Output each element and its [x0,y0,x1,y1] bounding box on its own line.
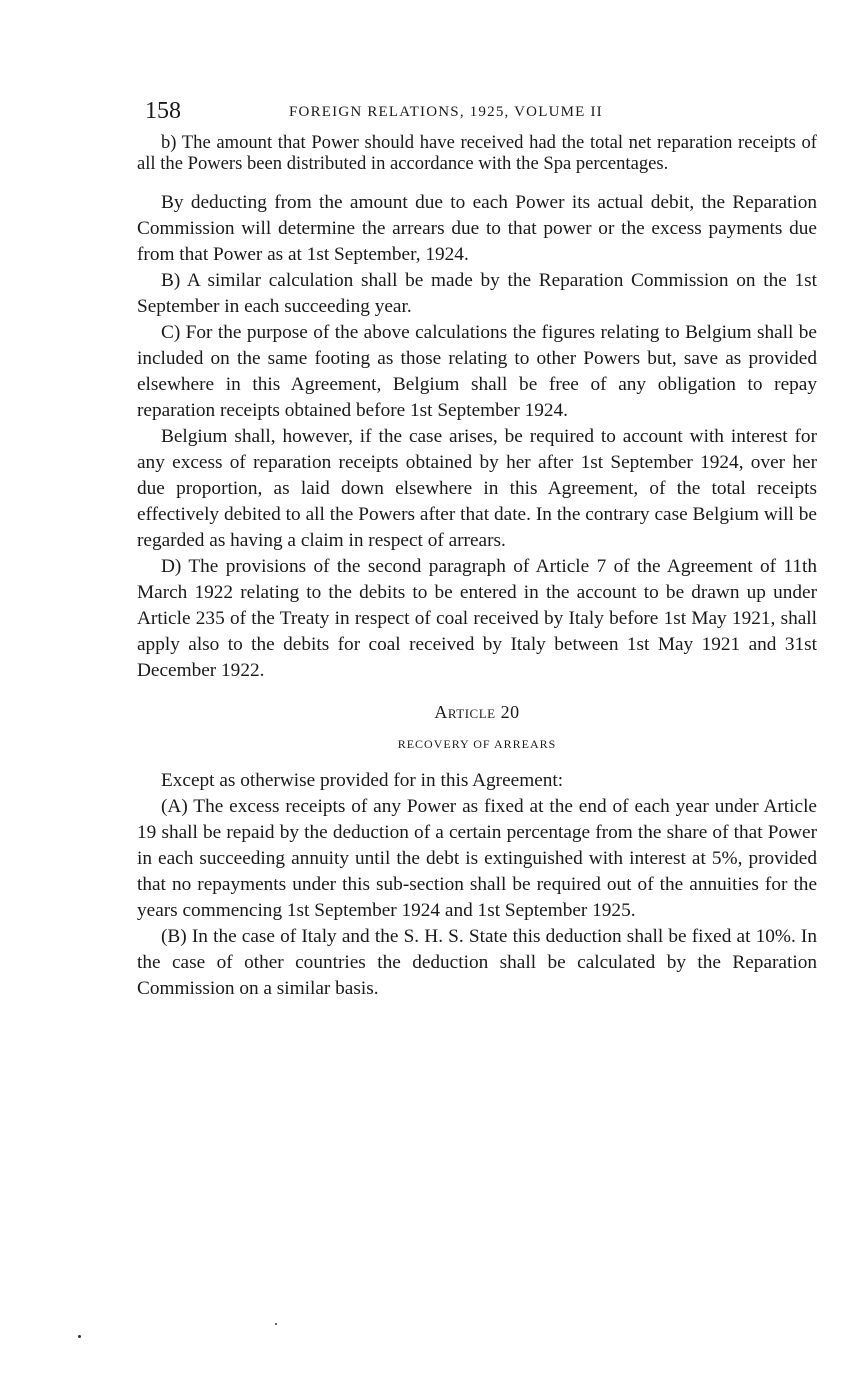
scan-speck [78,1335,81,1338]
paragraph-except: Except as otherwise provided for in this Agreement: [161,770,564,791]
paragraph-C-belgium: C) For the purpose of the above calculations the figures relating to Belgium shall be included on the same footing as those relating to other Powers but, save as provided elsewhere in this Agreement, Belgium shall be free of any obligation to repay reparation receipts obtained before 1st September 1924. [137,322,817,421]
paragraph-b-spa: b) The amount that Power should have received had the total net reparation receipts of all the Powers been distributed in accordance with the Spa percentages. [137,132,817,174]
paragraph-B-italy: (B) In the case of Italy and the S. H. S. State this deduction shall be fixed at 10%. In the case of other countries the deduction shall be calculated by the Reparation Commission on a similar basis. [137,926,817,999]
paragraph-D-coal: D) The provisions of the second paragraph of Article 7 of the Agreement of 11th March 1922 relating to the debits to be entered in the account to be drawn up under Article 235 of the Treaty in respect of coal received by Italy before 1st May 1921, shall apply also to the debits for coal received by Italy between 1st May 1921 and 31st December 1922. [137,556,817,681]
running-header [137,92,817,132]
paragraph-A-excess: (A) The excess receipts of any Power as fixed at the end of each year under Article 19 shall be repaid by the deduction of a certain percentage from the share of that Power in each succeeding annuity until the debt is extinguished with interest at 5%, provided that no repayments under this sub-section shall be required out of the annuities for the years commencing 1st September 1924 and 1st September 1925. [137,796,817,921]
running-title: FOREIGN RELATIONS, 1925, VOLUME II [289,104,603,120]
paragraph-deducting: By deducting from the amount due to each Power its actual debit, the Reparation Commission will determine the arrears due to that power or the excess payments due from that Power as at 1st September, 1924. [137,192,817,265]
page-number: 158 [145,98,181,124]
scan-speck [275,1323,277,1325]
article-heading [137,702,817,723]
article-label: Article 20 [434,702,520,722]
document-page [137,92,817,1002]
paragraph-belgium-interest: Belgium shall, however, if the case arises, be required to account with interest for any excess of reparation receipts obtained by her after 1st September 1924, over her due proportion, as laid down elsewhere in this Agreement, of the total receipts effectively debited to all the Powers after that date. In the contrary case Belgium will be regarded as having a claim in respect of arrears. [137,426,817,551]
section-title: RECOVERY OF ARREARS [397,737,557,751]
paragraph-B-similar: B) A similar calculation shall be made by the Reparation Commission on the 1st September in each succeeding year. [137,270,817,317]
